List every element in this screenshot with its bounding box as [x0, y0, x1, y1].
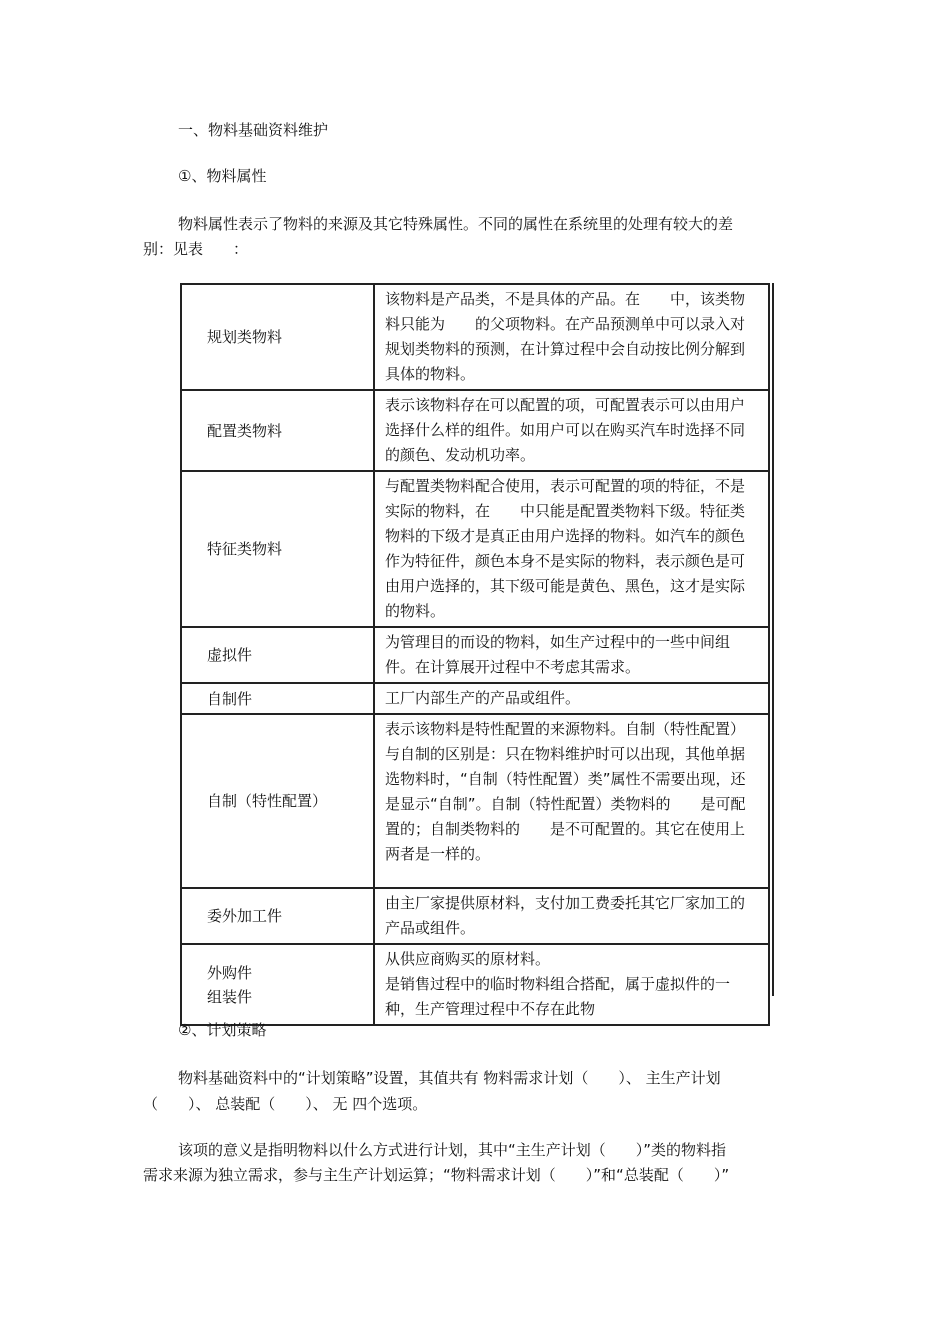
material-attributes-table — [180, 283, 770, 1026]
table-row — [181, 714, 769, 888]
meaning-paragraph-line-1: 该项的意义是指明物料以什么方式进行计划，其中“主生产计划（ ）”类的物料指 — [178, 1141, 727, 1159]
table-outer-edge — [772, 283, 774, 996]
attribute-name: 虚拟件 — [181, 627, 374, 683]
attribute-description-cell — [374, 944, 769, 1025]
attribute-description: 是销售过程中的临时物料组合搭配，属于虚拟件的一种，生产管理过程中不存在此物 — [385, 975, 731, 1018]
table-row — [181, 944, 769, 1025]
table-row — [181, 390, 769, 471]
attribute-name: 组装件 — [207, 987, 253, 1006]
attribute-name: 配置类物料 — [181, 390, 374, 471]
attribute-description: 为管理目的而设的物料，如生产过程中的一些中间组件。在计算展开过程中不考虑其需求。 — [374, 627, 769, 683]
attribute-description: 由主厂家提供原材料，支付加工费委托其它厂家加工的产品或组件。 — [374, 888, 769, 944]
subsection-heading-material-attributes: ①、物料属性 — [178, 167, 267, 185]
attribute-name: 规划类物料 — [181, 284, 374, 390]
subsection-heading-planning-strategy: ②、计划策略 — [178, 1021, 267, 1039]
intro-paragraph-line-1: 物料属性表示了物料的来源及其它特殊属性。不同的属性在系统里的处理有较大的差 — [178, 215, 734, 233]
attribute-name-cell — [181, 944, 374, 1025]
attribute-name: 自制件 — [181, 683, 374, 714]
attribute-description: 该物料是产品类，不是具体的产品。在 中，该类物料只能为 的父项物料。在产品预测单中可以录入对规划类物料的预测，在计算过程中会自动按比例分解到具体的物料。 — [374, 284, 769, 390]
attribute-name: 特征类物料 — [181, 471, 374, 627]
intro-paragraph-line-2: 别：见表 ： — [143, 240, 249, 258]
attribute-description: 表示该物料是特性配置的来源物料。自制（特性配置）与自制的区别是：只在物料维护时可以出现，其他单据选物料时，“自制（特性配置）类”属性不需要出现，还是显示“自制”。自制（特性配置）类物料的 是可配置的；自制类物料的 是不可配置的。其它在使用上两者是一样的。 — [374, 714, 769, 888]
table-row — [181, 888, 769, 944]
attribute-name: 委外加工件 — [181, 888, 374, 944]
table-row — [181, 683, 769, 714]
planning-paragraph-line-1: 物料基础资料中的“计划策略”设置，其值共有 物料需求计划（ ）、 主生产计划 — [178, 1069, 721, 1087]
meaning-paragraph-line-2: 需求来源为独立需求，参与主生产计划运算；“物料需求计划（ ）”和“总装配（ ）” — [143, 1166, 730, 1184]
section-heading: 一、物料基础资料维护 — [178, 121, 329, 139]
table-row — [181, 284, 769, 390]
table-row — [181, 627, 769, 683]
attribute-description: 工厂内部生产的产品或组件。 — [374, 683, 769, 714]
attribute-description: 与配置类物料配合使用，表示可配置的项的特征，不是实际的物料，在 中只能是配置类物料下级。特征类物料的下级才是真正由用户选择的物料。如汽车的颜色作为特征件，颜色本身不是实际的物料，表示颜色是可由用户选择的，其下级可能是黄色、黑色，这才是实际的物料。 — [374, 471, 769, 627]
planning-paragraph-line-2: （ ）、 总装配（ ）、 无 四个选项。 — [143, 1095, 428, 1113]
attribute-name: 自制（特性配置） — [181, 714, 374, 888]
attribute-description: 从供应商购买的原材料。 — [385, 950, 551, 968]
attribute-description: 表示该物料存在可以配置的项，可配置表示可以由用户选择什么样的组件。如用户可以在购买汽车时选择不同的颜色、发动机功率。 — [374, 390, 769, 471]
attribute-name: 外购件 — [207, 963, 253, 982]
table-row — [181, 471, 769, 627]
